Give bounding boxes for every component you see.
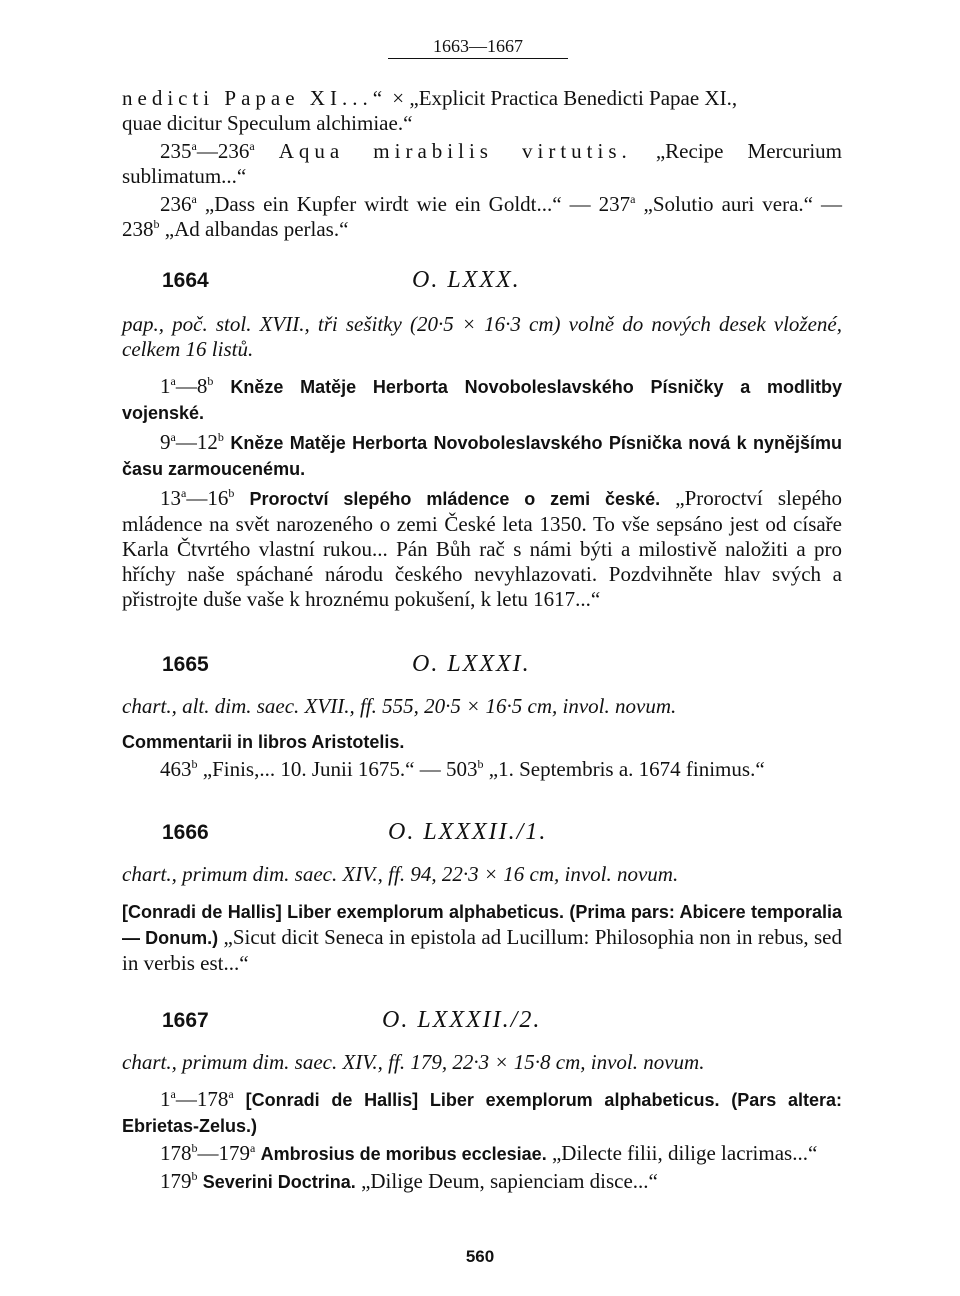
item-title: [Conradi de Hallis] Liber exemplorum alphabeticus. (Prima pars: Abicere temporalia — Donum.)	[122, 902, 842, 948]
entry-number: 1667	[162, 1009, 209, 1032]
entry-1667-body	[122, 1050, 842, 1195]
intro-block	[122, 86, 842, 242]
entry-1664-heading	[162, 268, 842, 298]
entry-1666-heading	[162, 820, 842, 850]
entry-description: chart., primum dim. saec. XIV., ff. 94, 22·3 × 16 cm, invol. novum.	[122, 862, 679, 886]
entry-signature: O. LXXXII./2.	[382, 1007, 542, 1033]
item-text: „Proroctví slepého mládence na svět narozeného o zemi České leta 1350. To vše sepsáno jest od císaře Karla Čtvrtého vlastní rukou... Pán Bůh rač s námi býti a milostivě naložiti a pro hříchy naše spáchané národu českého nevyhlazovati. Pozdvihněte hlav svých a přistrojte duše vaše k hroznému pokušení, k letu 1617...“	[122, 486, 843, 611]
entry-1664-body	[122, 312, 842, 612]
item-title: [Conradi de Hallis] Liber exemplorum alphabeticus. (Pars altera: Ebrietas-Zelus.)	[122, 1090, 843, 1136]
item-title: Kněze Matěje Herborta Novoboleslavského Písnička nová k nynějšímu času zarmoucenému.	[122, 433, 842, 479]
entry-item: 463$^b$ „Finis,... 10. Junii 1675.“ — 503$^b$ „1. Septembris a. 1674 finimus.“	[160, 757, 765, 781]
entry-description: pap., poč. stol. XVII., tři sešitky (20·5 × 16·3 cm) volně do nových desek vložené, celkem 16 listů.	[122, 312, 842, 361]
running-header: 1663—1667	[388, 36, 568, 59]
entry-1666-body	[122, 862, 842, 976]
intro-paragraph-235: 235$^a$—236$^a$ Aqua mirabilis virtutis. „Recipe Mercurium sublimatum...“	[122, 139, 843, 188]
item-title: Ambrosius de moribus ecclesiae.	[260, 1144, 547, 1164]
item-title: Severini Doctrina.	[202, 1172, 356, 1192]
entry-description: chart., alt. dim. saec. XVII., ff. 555, 20·5 × 16·5 cm, invol. novum.	[122, 694, 677, 718]
item-title: Proroctví slepého mládence o zemi české.	[249, 489, 661, 509]
entry-signature: O. LXXXII./1.	[388, 819, 548, 845]
intro-line-2: quae dicitur Speculum alchimiae.“	[122, 111, 413, 135]
entry-signature: O. LXXX.	[412, 267, 521, 293]
entry-number: 1664	[162, 269, 209, 292]
item-text: „Sicut dicit Seneca in epistola ad Lucillum: Philosophia non in rebus, sed in verbis est...“	[122, 925, 843, 975]
page-number: 560	[465, 1247, 495, 1266]
entry-signature: O. LXXXI.	[412, 651, 531, 677]
entry-item: 1$^a$—178$^a$ [Conradi de Hallis] Liber exemplorum alphabeticus. (Pars altera: Ebrietas-Zelus.)	[122, 1087, 843, 1136]
item-text: „Dilige Deum, sapienciam disce...“	[361, 1169, 658, 1193]
entry-title: Commentarii in libros Aristotelis.	[122, 732, 405, 752]
entry-item: 13$^a$—16$^b$ Proroctví slepého mládence o zemi české. „Proroctví slepého mládence na svět narozeného o zemi České leta 1350. To vše sepsáno jest od císaře Karla Čtvrtého vlastní rukou... Pán Bůh rač s námi býti a milostivě naložiti a pro hříchy naše spáchané národu českého nevyhlazovati. Pozdvihněte hlav svých a přistrojte duše vaše k hroznému pokušení, k letu 1617...“	[122, 486, 843, 611]
entry-item: 9$^a$—12$^b$ Kněze Matěje Herborta Novoboleslavského Písnička nová k nynějšímu času zarmoucenému.	[122, 430, 842, 479]
entry-item: 1$^a$—8$^b$ Kněze Matěje Herborta Novoboleslavského Písničky a modlitby vojenské.	[122, 374, 842, 423]
entry-1665-body	[122, 694, 842, 782]
entry-description: chart., primum dim. saec. XIV., ff. 179, 22·3 × 15·8 cm, invol. novum.	[122, 1050, 705, 1074]
entry-1665-heading	[162, 652, 842, 682]
entry-number: 1666	[162, 821, 209, 844]
intro-paragraph-236: 236$^a$ „Dass ein Kupfer wirdt wie ein Goldt...“ — 237$^a$ „Solutio auri vera.“ — 238$^b$ „Ad albandas perlas.“	[122, 192, 843, 241]
entry-item	[122, 899, 842, 976]
entry-1667-heading	[162, 1008, 842, 1038]
entry-item: 179$^b$ Severini Doctrina. „Dilige Deum, sapienciam disce...“	[160, 1169, 658, 1193]
entry-item: 178$^b$—179$^a$ Ambrosius de moribus ecclesiae. „Dilecte filii, dilige lacrimas...“	[160, 1141, 818, 1165]
entry-number: 1665	[162, 653, 209, 676]
item-title: Kněze Matěje Herborta Novoboleslavského Písničky a modlitby vojenské.	[122, 377, 842, 423]
item-text: „Dilecte filii, dilige lacrimas...“	[551, 1141, 818, 1165]
intro-line-1: nedicti Papae XI...“ × „Explicit Practica Benedicti Papae XI.,	[122, 86, 738, 110]
